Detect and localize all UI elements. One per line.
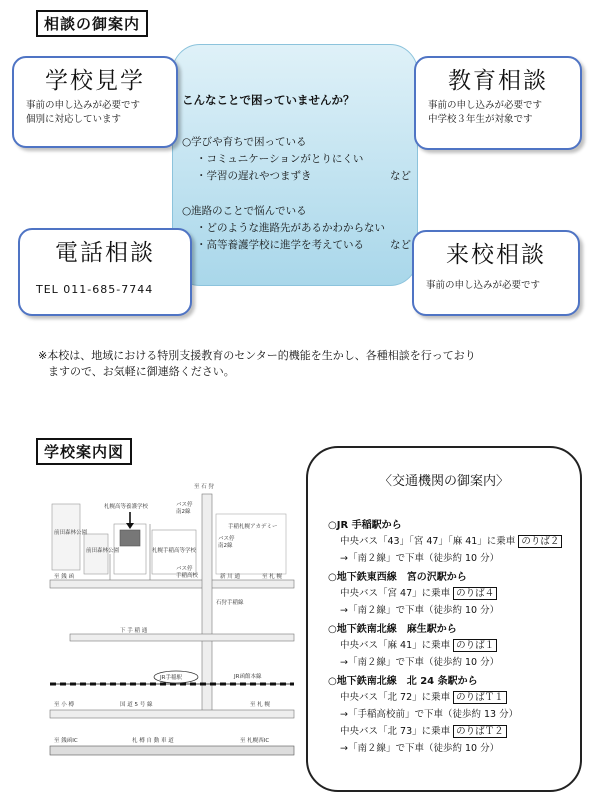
label-zenibako-ic: 至 銭函IC <box>54 738 78 744</box>
park-block-2 <box>84 534 108 574</box>
transit-title: 〈交通機関の御案内〉 <box>378 474 509 489</box>
label-school: 札幌高等養護学校 <box>104 504 149 510</box>
label-sapporo2: 至 札 幌 <box>250 702 270 708</box>
school-visit-title: 学校見学 <box>45 68 145 94</box>
label-sapporo: 至 札 幌 <box>262 574 282 580</box>
education-consultation-line2: 中学校３年生が対象です <box>428 114 533 125</box>
label-route5: 国 道 5 号 線 <box>120 702 153 708</box>
label-bus-stop-mid2: 手稲高校 <box>176 573 199 579</box>
park-block-1 <box>52 504 80 570</box>
center-item2-sub1: ・どのような進路先があるかわからない <box>196 222 385 234</box>
label-expressway: 札 樽 自 動 車 道 <box>132 738 174 744</box>
label-park2: 前田森林公園 <box>86 548 120 554</box>
center-item1: ○学びや育ちで困っている <box>182 136 307 148</box>
note-line1: ※本校は、地域における特別支援教育のセンター的機能を生かし、各種相談を行っており <box>38 349 476 362</box>
route1-bus: 中央バス「43」「宮 47」「麻 41」に乗車 のりば２ <box>340 533 562 547</box>
route5-road <box>50 710 294 718</box>
school-consultation-card <box>412 230 580 316</box>
route3-walk: →「南２線」で下車（徒歩約 10 分） <box>340 657 500 668</box>
school-visit-line2: 個別に対応しています <box>26 114 122 125</box>
school-building <box>120 530 140 546</box>
route2-station: ○地下鉄東西線 宮の沢駅から <box>328 572 467 583</box>
route2-walk: →「南２線」で下車（徒歩約 10 分） <box>340 605 500 616</box>
school-consultation-line1: 事前の申し込みが必要です <box>426 280 541 291</box>
consultation-note <box>38 348 568 380</box>
shimo-teine-road <box>70 634 294 641</box>
label-bus-stop-top2: 南2線 <box>176 509 191 515</box>
education-consultation-line1: 事前の申し込みが必要です <box>428 100 543 111</box>
education-consultation-title: 教育相談 <box>448 68 548 94</box>
phone-consultation-title: 電話相談 <box>55 240 155 266</box>
label-bus-stop-right: バス停 <box>218 536 235 542</box>
label-bus-stop-right2: 南2線 <box>218 543 233 549</box>
route3-bus: 中央バス「麻 41」に乗車 のりば１ <box>340 637 497 651</box>
expressway-road <box>50 746 294 755</box>
phone-number: TEL 011-685-7744 <box>36 283 154 296</box>
label-zenibako: 至 銭 函 <box>54 574 74 580</box>
consultation-heading: 相談の御案内 <box>36 10 148 37</box>
route3-station: ○地下鉄南北線 麻生駅から <box>328 624 457 635</box>
center-item1-sub1: ・コミュニケーションがとりにくい <box>196 153 364 165</box>
route3-stop: のりば１ <box>453 639 497 652</box>
shinkawa-road <box>50 580 294 588</box>
label-shimo-teine: 下 手 稲 通 <box>120 628 148 634</box>
route2-bus: 中央バス「宮 47」に乗車 のりば４ <box>340 585 497 599</box>
center-item1-sub2: ・学習の遅れやつまずき <box>196 170 312 182</box>
school-visit-card <box>12 56 178 148</box>
route2-stop: のりば４ <box>453 587 497 600</box>
label-high-school: 札幌手稲高等学校 <box>152 548 197 554</box>
center-item2-suffix: など <box>390 239 411 251</box>
label-jr-line: JR函館本線 <box>234 674 262 680</box>
center-item2-sub2: ・高等養護学校に進学を考えている <box>196 239 364 251</box>
label-otaru: 至 小 樽 <box>54 702 74 708</box>
school-consultation-title: 来校相談 <box>446 242 546 268</box>
label-park1: 前田森林公園 <box>54 530 88 536</box>
route4-stop: のりばＴ１ <box>453 691 507 704</box>
route5-stop: のりばＴ２ <box>453 725 507 738</box>
ishikari-teine-road <box>202 494 212 714</box>
label-ishikari-teine-line: 石狩手稲線 <box>216 600 244 606</box>
route5-bus: 中央バス「北 73」に乗車 のりばＴ２ <box>340 723 507 737</box>
label-bus-stop-top: バス停 <box>176 502 193 508</box>
label-jr-station: JR手稲駅 <box>160 675 182 681</box>
label-bus-stop-mid: バス停 <box>176 566 193 572</box>
label-sapporo-ic: 至 札幌西IC <box>240 738 270 744</box>
route5-walk: →「南２線」で下車（徒歩約 10 分） <box>340 743 500 754</box>
education-consultation-card <box>414 56 582 150</box>
label-academy: 手稲札幌アカデミー <box>228 524 278 530</box>
school-map <box>40 474 298 774</box>
route4-walk: →「手稲高校前」で下車（徒歩約 13 分） <box>340 709 519 720</box>
center-question: こんなことで困っていませんか？ <box>182 93 355 107</box>
phone-consultation-card <box>18 228 192 316</box>
label-ishikari: 至 石 狩 <box>194 484 214 490</box>
center-item1-suffix: など <box>390 170 411 182</box>
label-shinkawa: 新 川 通 <box>220 574 240 580</box>
map-heading: 学校案内図 <box>36 438 132 465</box>
school-visit-line1: 事前の申し込みが必要です <box>26 100 141 111</box>
note-line2: ますので、お気軽に御連絡ください。 <box>48 365 235 378</box>
center-item2: ○進路のことで悩んでいる <box>182 205 307 217</box>
route1-station: ○JR 手稲駅から <box>328 520 402 531</box>
route4-bus: 中央バス「北 72」に乗車 のりばＴ１ <box>340 689 507 703</box>
route4-station: ○地下鉄南北線 北 24 条駅から <box>328 676 478 687</box>
route1-walk: →「南２線」で下車（徒歩約 10 分） <box>340 553 500 564</box>
route1-stop: のりば２ <box>518 535 562 548</box>
